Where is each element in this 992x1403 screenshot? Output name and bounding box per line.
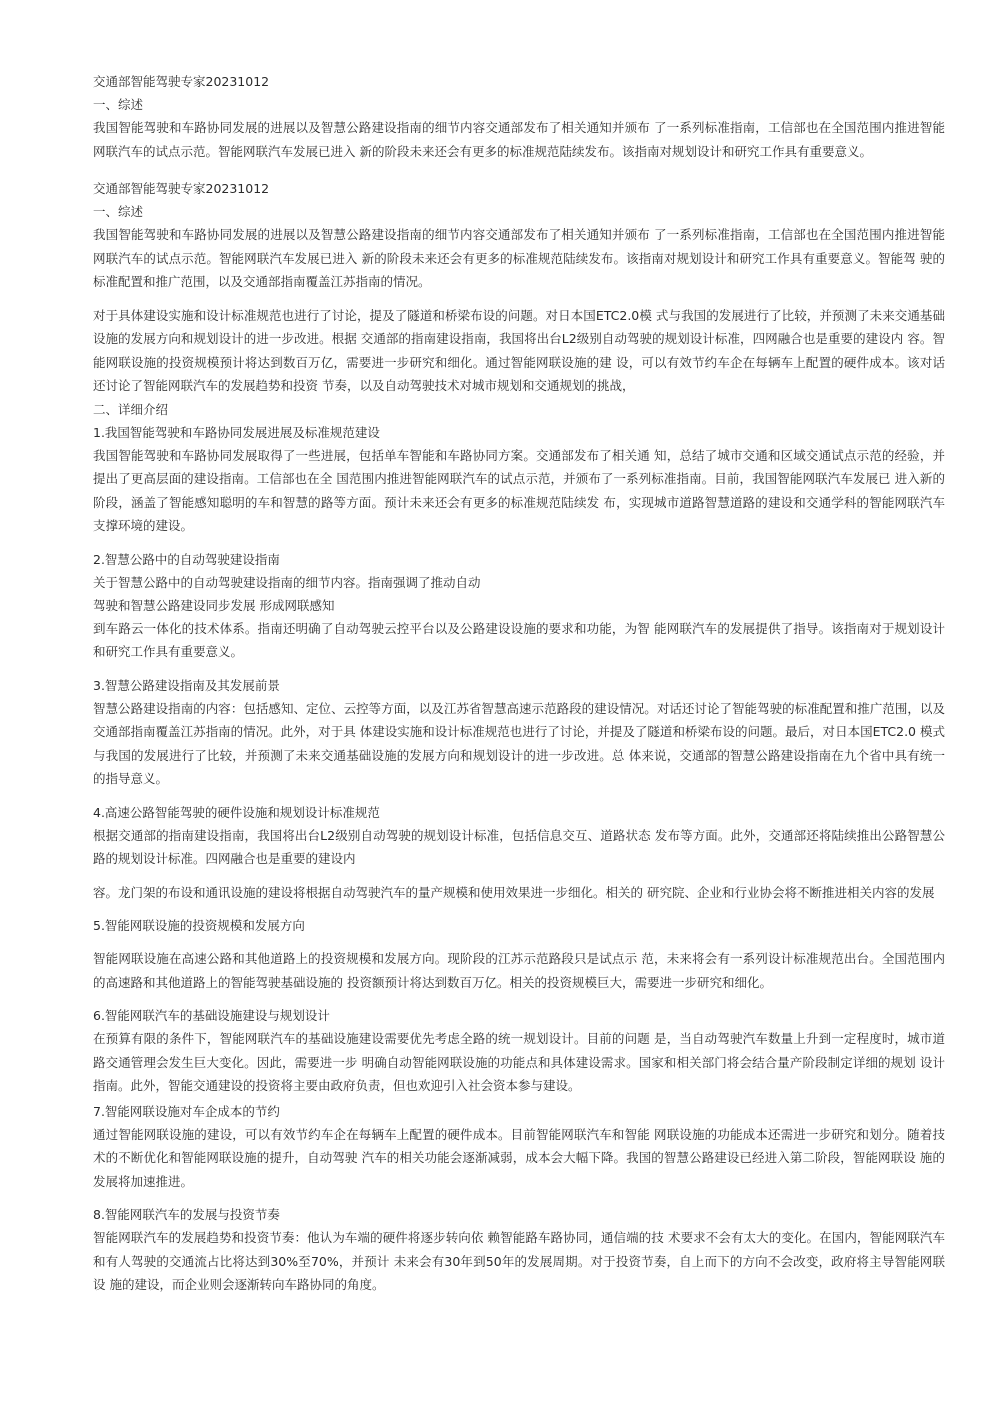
section-2-line-1: 关于智慧公路中的自动驾驶建设指南的细节内容。指南强调了推动自动: [93, 574, 481, 590]
overview-paragraph: 我国智能驾驶和车路协同发展的进展以及智慧公路建设指南的细节内容交通部发布了相关通知并颁布 了一系列标准指南，工信部也在全国范围内推进智能网联汽车的试点示范。智能网联汽车发展已进入 新的阶段未来还会有更多的标准规范陆续发布。该指南对规划设计和研究工作具有重要意义。: [93, 120, 945, 159]
section-1-title: 1.我国智能驾驶和车路协同发展进展及标准规范建设: [93, 424, 380, 440]
section-7-title: 7.智能网联设施对车企成本的节约: [93, 1103, 280, 1119]
overview-paragraph-extended: 我国智能驾驶和车路协同发展的进展以及智慧公路建设指南的细节内容交通部发布了相关通知并颁布 了一系列标准指南，工信部也在全国范围内推进智能网联汽车的试点示范。智能网联汽车发展已进入 新的阶段未来还会有更多的标准规范陆续发布。该指南对规划设计和研究工作具有重要意义。智能驾 驶的标准配置和推广范围，以及交通部指南覆盖江苏指南的情况。: [93, 227, 945, 289]
document-page: [93, 70, 945, 1297]
heading-detail: 二、详细介绍: [93, 401, 169, 417]
section-5-title: 5.智能网联设施的投资规模和发展方向: [93, 918, 305, 933]
section-1-paragraph: 我国智能驾驶和车路协同发展取得了一些进展，包括单车智能和车路协同方案。交通部发布了相关通 知，总结了城市交通和区域交通试点示范的经验，并提出了更高层面的建设指南。工信部也在全 国范围内推进智能网联汽车的试点示范，并颁布了一系列标准指南。目前，我国智能网联汽车发展已 进入新的阶段，涵盖了智能感知聪明的车和智慧的路等方面。预计未来还会有更多的标准规范陆续发 布，实现城市道路智慧道路的建设和交通学科的智能网联汽车支撑环境的建设。: [93, 447, 945, 533]
section-2-paragraph: 到车路云一体化的技术体系。指南还明确了自动驾驶云控平台以及公路建设设施的要求和功能，为智 能网联汽车的发展提供了指导。该指南对于规划设计和研究工作具有重要意义。: [93, 620, 945, 659]
section-4-title: 4.高速公路智能驾驶的硬件设施和规划设计标准规范: [93, 804, 380, 820]
overview-paragraph-discussion: 对于具体建设实施和设计标准规范也进行了讨论，提及了隧道和桥梁布设的问题。对日本国ETC2.0模 式与我国的发展进行了比较，并预测了未来交通基础设施的发展方向和规划设计的进一步改进。根据 交通部的指南建设指南，我国将出台L2级别自动驾驶的规划设计标准，四网融合也是重要的建设内 容。智能网联设施的投资规模预计将达到数百万亿，需要进一步研究和细化。通过智能网联设施的建 设，可以有效节约车企在每辆车上配置的硬件成本。该对话还讨论了智能网联汽车的发展趋势和投资 节奏，以及自动驾驶技术对城市规划和交通规划的挑战，: [93, 307, 945, 393]
doc-title-repeat: 交通部智能驾驶专家20231012: [93, 181, 270, 196]
section-6-title: 6.智能网联汽车的基础设施建设与规划设计: [93, 1008, 330, 1023]
heading-overview: 一、综述: [93, 97, 144, 112]
section-5-paragraph: 智能网联设施在高速公路和其他道路上的投资规模和发展方向。现阶段的江苏示范路段只是试点示 范，未来将会有一系列设计标准规范出台。全国范围内的高速路和其他道路上的智能驾驶基础设施的 投资额预计将达到数百万亿。相关的投资规模巨大，需要进一步研究和细化。: [93, 951, 945, 990]
section-2-title: 2.智慧公路中的自动驾驶建设指南: [93, 551, 280, 567]
section-8-title: 8.智能网联汽车的发展与投资节奏: [93, 1207, 280, 1222]
section-7-paragraph: 通过智能网联设施的建设，可以有效节约车企在每辆车上配置的硬件成本。目前智能网联汽车和智能 网联设施的功能成本还需进一步研究和划分。随着技术的不断优化和智能网联设施的提升，自动驾驶 汽车的相关功能会逐渐减弱，成本会大幅下降。我国的智慧公路建设已经进入第二阶段，智能网联设 施的发展将加速推进。: [93, 1126, 945, 1189]
section-6-paragraph: 在预算有限的条件下，智能网联汽车的基础设施建设需要优先考虑全路的统一规划设计。目前的问题 是，当自动驾驶汽车数量上升到一定程度时，城市道路交通管理会发生巨大变化。因此，需要进一步 明确自动智能网联设施的功能点和具体建设需求。国家和相关部门将会结合量产阶段制定详细的规划 设计指南。此外，智能交通建设的投资将主要由政府负责，但也欢迎引入社会资本参与建设。: [93, 1031, 945, 1093]
heading-overview-repeat: 一、综述: [93, 204, 144, 219]
section-4-paragraph-1: 根据交通部的指南建设指南，我国将出台L2级别自动驾驶的规划设计标准，包括信息交互、道路状态 发布等方面。此外，交通部还将陆续推出公路智慧公路的规划设计标准。四网融合也是重要的建设内: [93, 827, 945, 866]
doc-title: 交通部智能驾驶专家20231012: [93, 74, 270, 89]
section-8-paragraph: 智能网联汽车的发展趋势和投资节奏：他认为车端的硬件将逐步转向依 赖智能路车路协同，通信端的技 术要求不会有太大的变化。在国内，智能网联汽车和有人驾驶的交通流占比将达到30%至70%，并预计 未来会有30年到50年的发展周期。对于投资节奏，自上而下的方向不会改变，政府将主导智能网联设 施的建设，而企业则会逐渐转向车路协同的角度。: [93, 1230, 945, 1292]
section-2-line-2: 驾驶和智慧公路建设同步发展 形成网联感知: [93, 597, 335, 613]
section-3-paragraph: 智慧公路建设指南的内容：包括感知、定位、云控等方面，以及江苏省智慧高速示范路段的建设情况。对话还讨论了智能驾驶的标准配置和推广范围，以及交通部指南覆盖江苏指南的情况。此外，对于具 体建设实施和设计标准规范也进行了讨论，并提及了隧道和桥梁布设的问题。最后，对日本国ETC2.0 模式与我国的发展进行了比较，并预测了未来交通基础设施的发展方向和规划设计的进一步改进。总 体来说，交通部的智慧公路建设指南在九个省中具有统一的指导意义。: [93, 700, 945, 786]
section-3-title: 3.智慧公路建设指南及其发展前景: [93, 677, 280, 693]
section-4-paragraph-2: 容。龙门架的布设和通讯设施的建设将根据自动驾驶汽车的量产规模和使用效果进一步细化。相关的 研究院、企业和行业协会将不断推进相关内容的发展: [93, 884, 935, 900]
